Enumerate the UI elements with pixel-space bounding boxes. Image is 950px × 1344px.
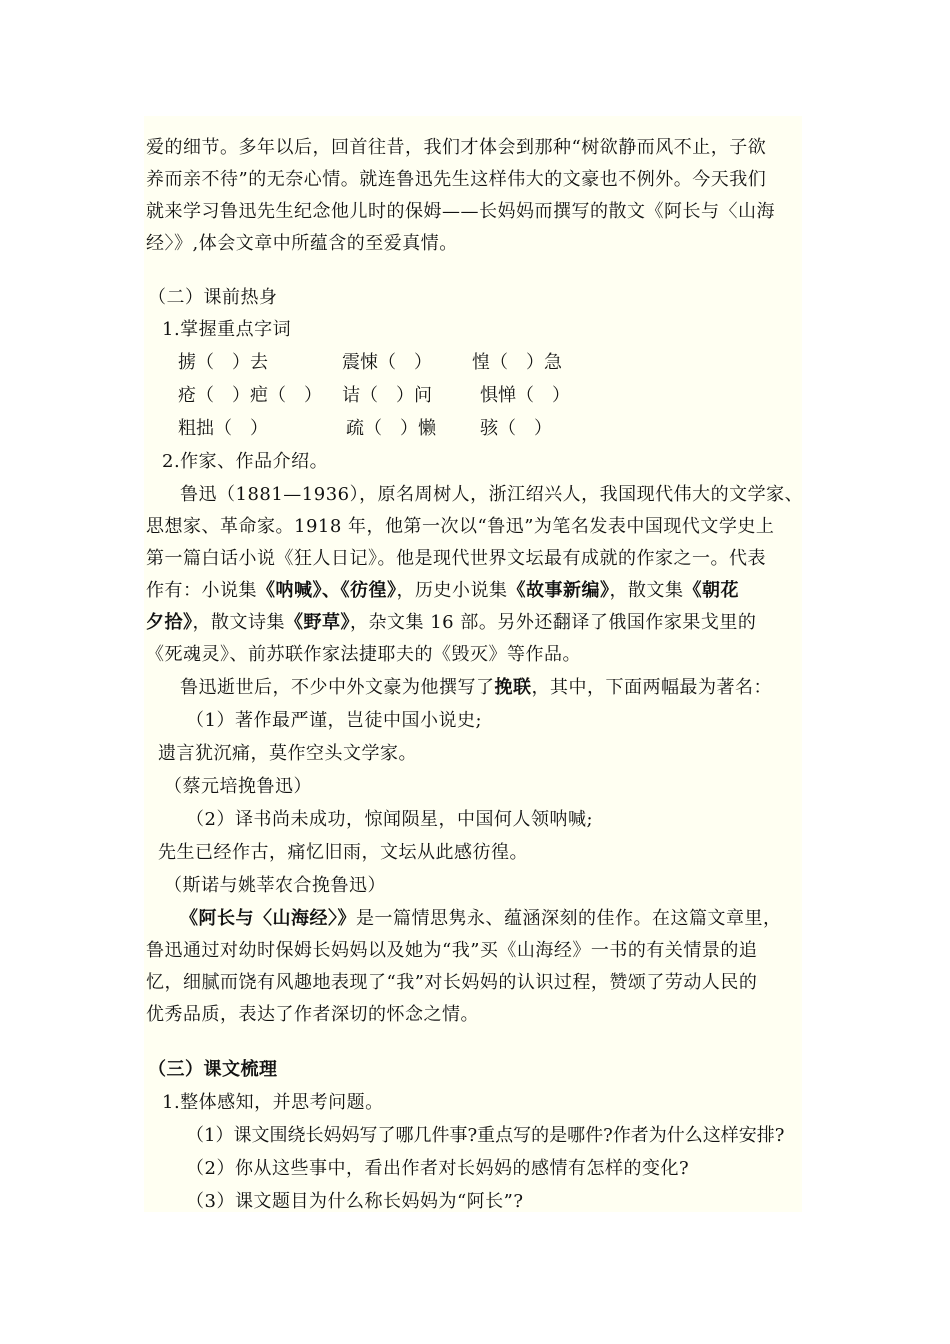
bio-line: 第一篇白话小说《狂人日记》。他是现代世界文坛最有成就的作家之一。代表 [146, 548, 766, 569]
couplet-author: （蔡元培挽鲁迅） [164, 776, 312, 797]
intro-line: 就来学习鲁迅先生纪念他儿时的保姆——长妈妈而撰写的散文《阿长与〈山海 [146, 201, 775, 222]
question-item: （2）你从这些事中，看出作者对长妈妈的感情有怎样的变化? [186, 1158, 690, 1179]
vocab-item: 掳（ ）去 [178, 352, 268, 373]
question-item: （3）课文题目为什么称长妈妈为“阿长”? [186, 1191, 524, 1212]
bio-text: ，散文诗集 [192, 612, 285, 633]
summary-line: 忆，细腻而饶有风趣地表现了“我”对长妈妈的认识过程，赞颂了劳动人民的 [146, 972, 758, 993]
bio-line [146, 611, 756, 635]
article-title: 《阿长与〈山海经〉》 [180, 908, 356, 929]
vocab-item: 诘（ ）问 [342, 385, 432, 406]
section-heading: （三）课文梳理 [148, 1059, 278, 1080]
section-heading: （二）课前热身 [148, 287, 278, 308]
list-item-heading: 2.作家、作品介绍。 [162, 451, 329, 472]
couplet-line: 先生已经作古，痛忆旧雨，文坛从此感彷徨。 [158, 842, 528, 863]
question-item: （1）课文围绕长妈妈写了哪几件事?重点写的是哪件?作者为什么这样安排? [186, 1125, 785, 1146]
work-title: 《呐喊》、《彷徨》 [257, 580, 397, 601]
elegy-intro-text: 鲁迅逝世后，不少中外文豪为他撰写了 [180, 677, 495, 698]
vocab-item: 疮（ ）疤（ ） [178, 385, 322, 406]
couplet-author: （斯诺与姚莘农合挽鲁迅） [164, 875, 386, 896]
vocab-item: 震悚（ ） [342, 352, 432, 373]
couplet-line: （2）译书尚未成功，惊闻陨星，中国何人领呐喊; [186, 809, 594, 830]
vocab-item: 粗拙（ ） [178, 418, 268, 439]
work-title: 《野草》 [285, 612, 350, 633]
bio-line: 《死魂灵》、前苏联作家法捷耶夫的《毁灭》等作品。 [146, 644, 581, 665]
vocab-item: 惶（ ）急 [472, 352, 562, 373]
bio-text: ，历史小说集 [396, 580, 508, 601]
couplet-line: 遗言犹沉痛，莫作空头文学家。 [158, 743, 417, 764]
vocab-item: 疏（ ）懒 [346, 418, 436, 439]
intro-line: 经〉》,体会文章中所蕴含的至爱真情。 [146, 233, 458, 254]
summary-text: 是一篇情思隽永、蕴涵深刻的佳作。在这篇文章里， [356, 908, 782, 929]
bio-line: 鲁迅（1881—1936），原名周树人，浙江绍兴人，我国现代伟大的文学家、 [180, 484, 804, 505]
vocab-item: 骇（ ） [480, 418, 552, 439]
bio-text: ，散文集 [609, 580, 684, 601]
list-item-heading: 1.整体感知，并思考问题。 [162, 1092, 384, 1113]
summary-line: 优秀品质，表达了作者深切的怀念之情。 [146, 1004, 479, 1025]
elegy-intro [180, 676, 772, 700]
bio-line: 思想家、革命家。1918 年，他第一次以“鲁迅”为笔名发表中国现代文学史上 [146, 516, 775, 537]
couplet-line: （1）著作最严谨，岂徒中国小说史; [186, 710, 483, 731]
work-title: 《故事新编》 [507, 580, 610, 601]
intro-line: 养而亲不待”的无奈心情。就连鲁迅先生这样伟大的文豪也不例外。今天我们 [146, 169, 767, 190]
elegy-keyword: 挽联 [494, 677, 532, 698]
elegy-intro-text: ，其中，下面两幅最为著名： [531, 677, 772, 698]
intro-line: 爱的细节。多年以后，回首往昔，我们才体会到那种“树欲静而风不止，子欲 [146, 137, 767, 158]
summary-line: 鲁迅通过对幼时保姆长妈妈以及她为“我”买《山海经》一书的有关情景的追 [146, 940, 758, 961]
work-title: 夕拾》 [146, 612, 193, 633]
summary-line [180, 907, 782, 931]
list-item-heading: 1.掌握重点字词 [162, 319, 292, 340]
work-title: 《朝花 [683, 580, 739, 601]
bio-line [146, 579, 739, 603]
vocab-item: 惧惮（ ） [480, 385, 570, 406]
bio-text: ，杂文集 16 部。另外还翻译了俄国作家果戈里的 [350, 612, 757, 633]
bio-text: 作有：小说集 [146, 580, 257, 601]
